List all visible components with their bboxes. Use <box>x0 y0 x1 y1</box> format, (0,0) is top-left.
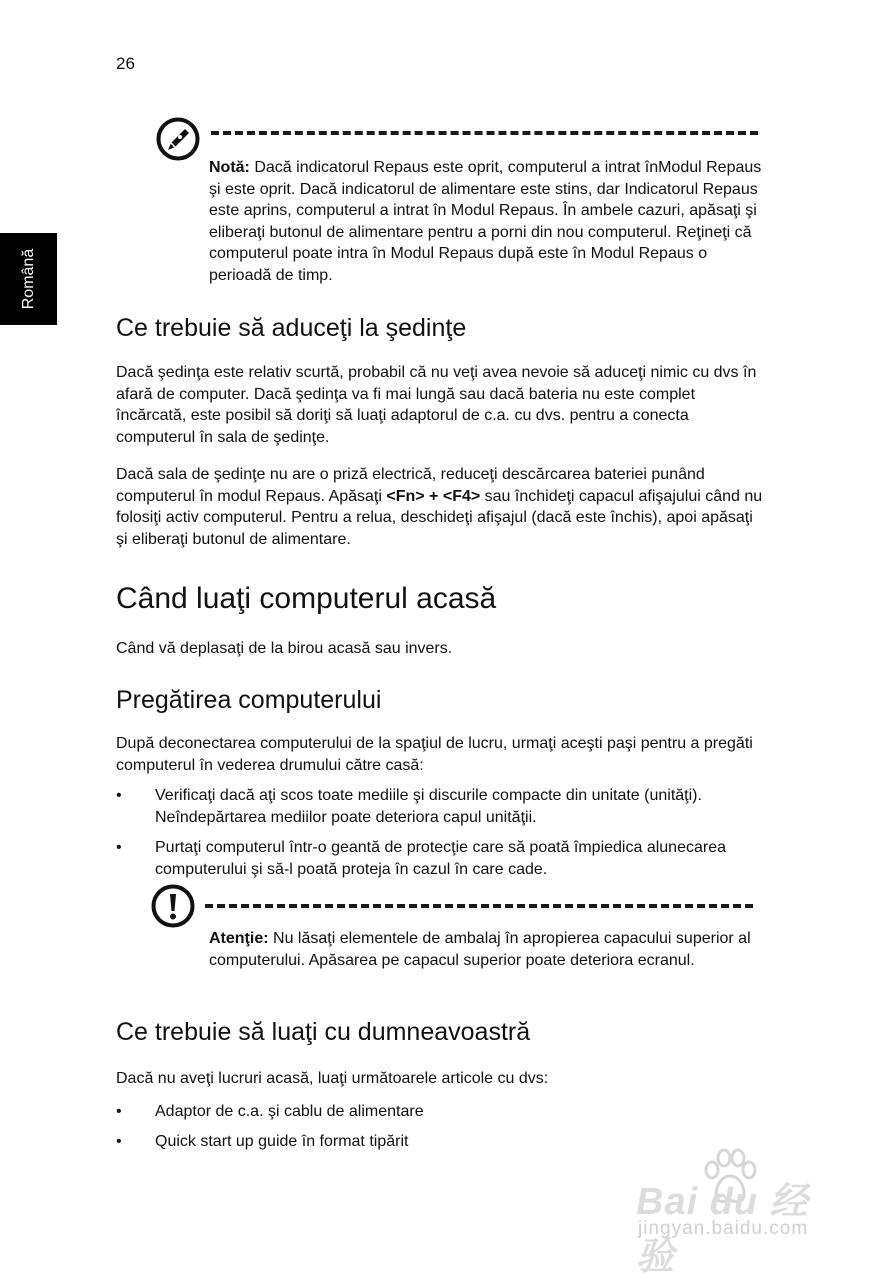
taking-home-intro: Când vă deplasaţi de la birou acasă sau invers. <box>116 640 453 657</box>
caution-box <box>209 928 769 971</box>
preparing-intro: După deconectarea computerului de la spaţiul de lucru, urmaţi aceşti paşi pentru a pregăti computerul în vederea drumului către casă: <box>116 735 753 774</box>
note-box <box>209 157 769 287</box>
meetings-paragraph-2 <box>116 464 766 550</box>
list-item-text: Quick start up guide în format tipărit <box>155 1133 409 1150</box>
list-item-text: Verificaţi dacă aţi scos toate mediile şi discurile compacte din unitate (unităţi). Neîndepărtarea mediilor poate deteriora capul unităţii. <box>155 787 702 826</box>
meetings-paragraph-2-start: Dacă sala de şedinţe nu are o priză electrică, reduceţi descărcarea bateriei punând computerul în modul Repaus. Apăsaţi <box>116 466 705 505</box>
caution-divider <box>205 904 753 908</box>
section-heading-what-to-take: Ce trebuie să luaţi cu dumneavoastră <box>116 1018 531 1046</box>
page-number: 26 <box>116 54 135 73</box>
section-heading-meetings: Ce trebuie să aduceţi la şedinţe <box>116 314 467 342</box>
note-divider <box>211 131 758 135</box>
pen-note-icon <box>156 117 200 161</box>
baidu-watermark <box>636 1148 846 1278</box>
exclamation-circle-icon <box>151 884 195 928</box>
bullet-glyph: • <box>116 787 122 804</box>
bullet-glyph: • <box>116 1103 122 1120</box>
list-item-text: Purtaţi computerul într-o geantă de protecţie care să poată împiedica alunecarea computerului şi să-l poată proteja în cazul în care cade. <box>155 839 726 878</box>
language-side-tab <box>0 233 57 325</box>
section-heading-taking-home: Când luaţi computerul acasă <box>116 582 497 615</box>
baidu-logo-text: Bai du 经验 <box>636 1181 809 1278</box>
baidu-watermark-url: jingyan.baidu.com <box>638 1218 809 1239</box>
meetings-paragraph-1: Dacă şedinţa este relativ scurtă, probabil că nu veţi avea nevoie să aduceţi nimic cu dvs în afară de computer. Dacă şedinţa va fi mai lungă sau dacă bateria nu este complet încărcată, este posibil să doriţi să luaţi adaptorul de c.a. cu dvs. pentru a conecta computerul în sala de şedinţe. <box>116 364 757 446</box>
sleep-shortcut-keys: <Fn> + <F4> <box>386 487 481 505</box>
section-heading-preparing: Pregătirea computerului <box>116 686 382 714</box>
caution-label: Atenţie: <box>209 930 269 947</box>
caution-text: Nu lăsaţi elementele de ambalaj în apropierea capacului superior al computerului. Apăsarea pe capacul superior poate deteriora ecranul. <box>209 930 751 969</box>
language-side-tab-label: Română <box>19 248 37 310</box>
bullet-glyph: • <box>116 839 122 856</box>
note-text: Dacă indicatorul Repaus este oprit, computerul a intrat înModul Repaus şi este oprit. Dacă indicatorul de alimentare este stins, dar Indicatorul Repaus este aprins, computerul a intrat în Modul Repaus. În ambele cazuri, apăsaţi şi eliberaţi butonul de alimentare pentru a porni din nou computerul. Reţineţi că computerul poate intra în Modul Repaus după este în Modul Repaus o perioadă de timp. <box>209 159 762 284</box>
note-label: Notă: <box>209 159 250 176</box>
meetings-paragraph-2-end: sau închideţi capacul afişajului când nu folosiţi activ computerul. Pentru a relua, deschideţi afişajul (dacă este închis), apoi apăsaţi şi eliberaţi butonul de alimentare. <box>116 487 763 548</box>
what-to-take-intro: Dacă nu aveţi lucruri acasă, luaţi următoarele articole cu dvs: <box>116 1070 549 1087</box>
list-item-text: Adaptor de c.a. şi cablu de alimentare <box>155 1103 424 1120</box>
bullet-glyph: • <box>116 1133 122 1150</box>
